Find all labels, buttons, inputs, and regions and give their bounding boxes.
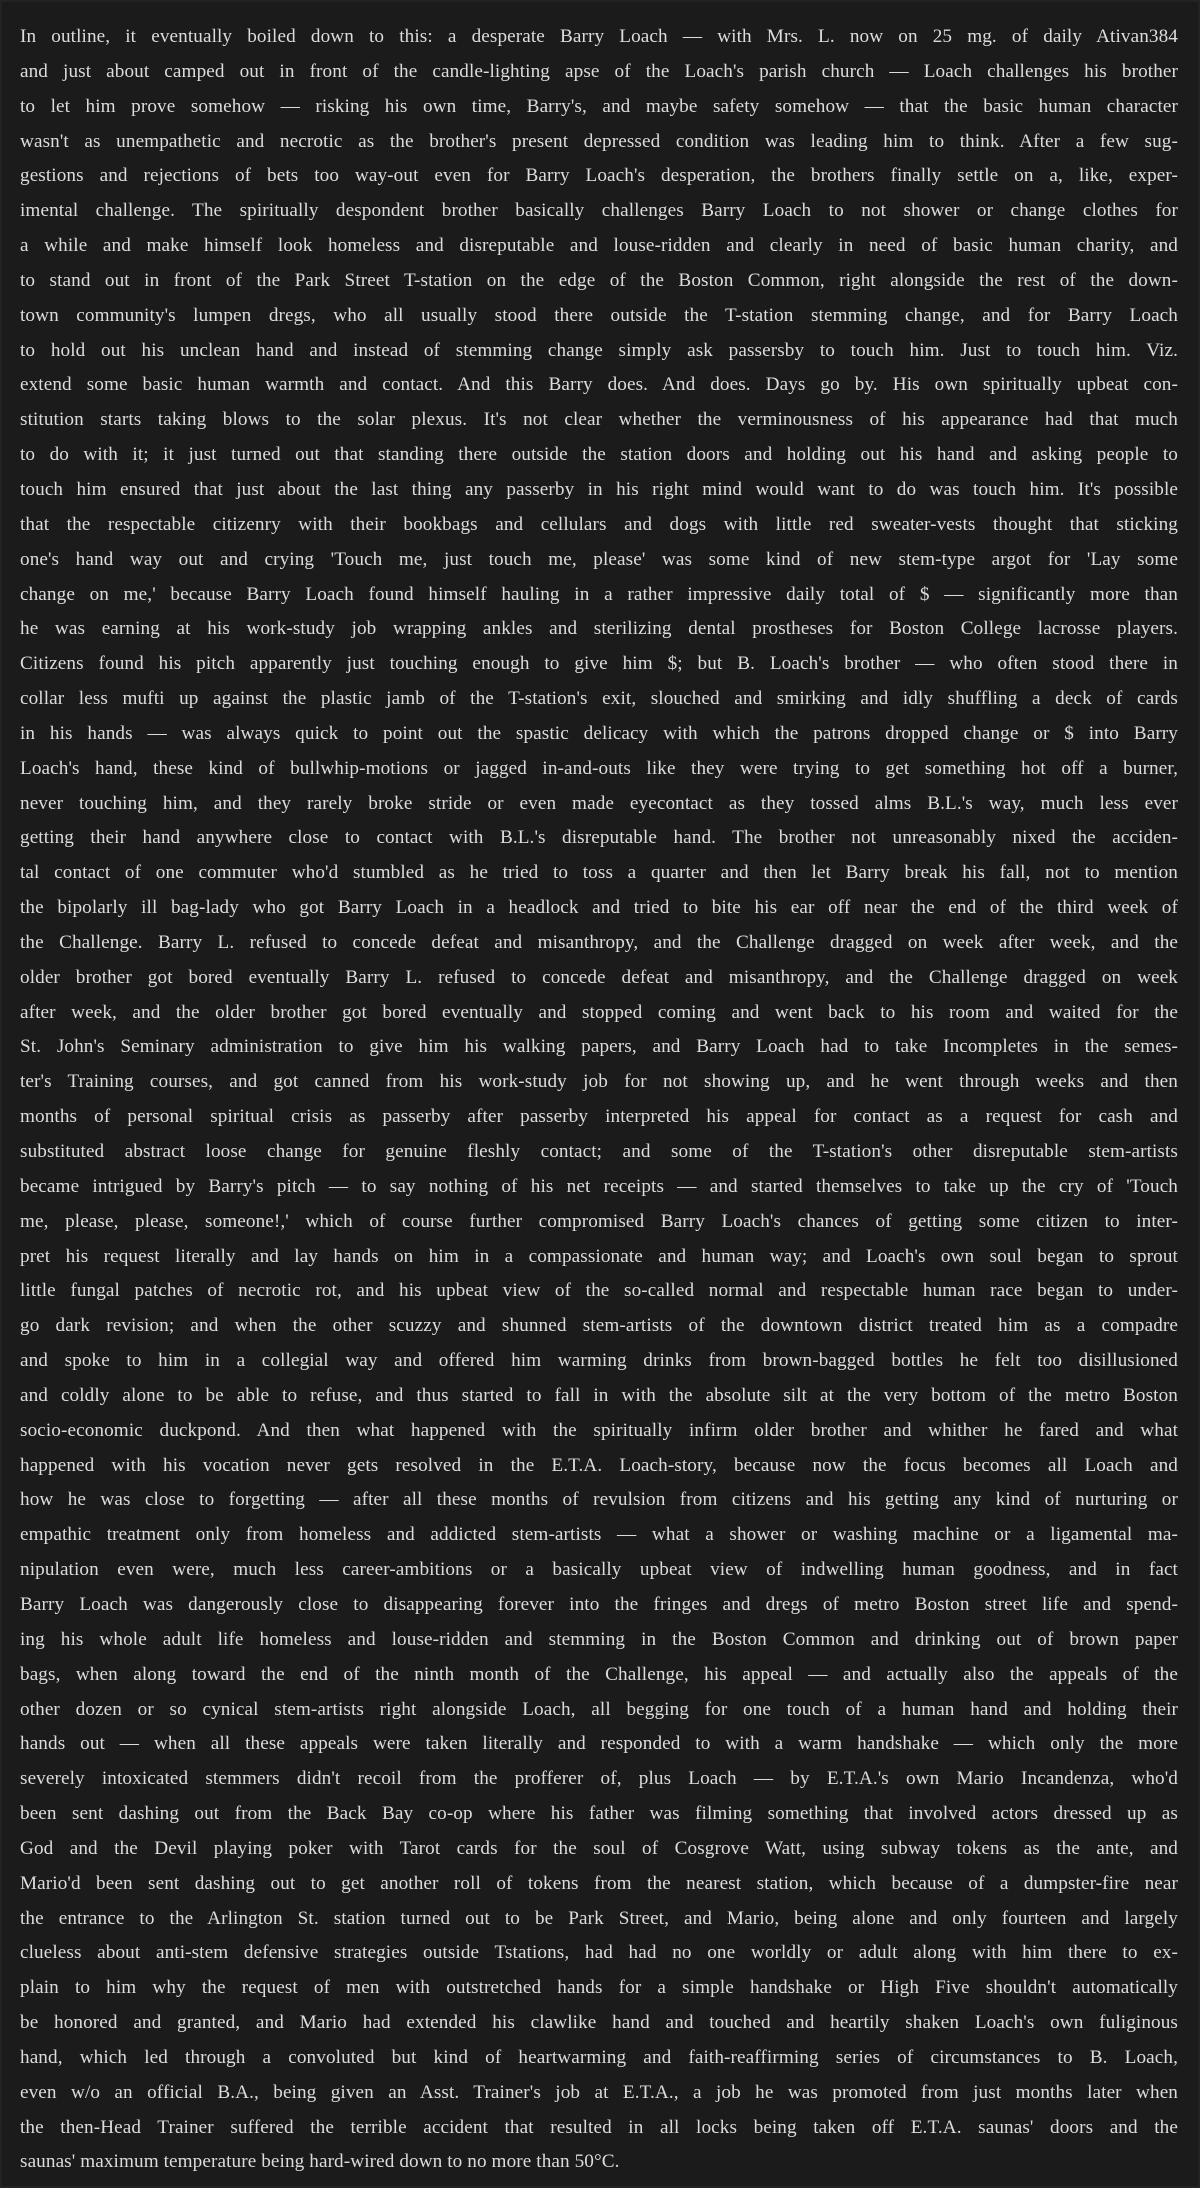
text-line: hands out — when all these appeals were taken literally and responded to with a warm handshake — which only the more (20, 1733, 1178, 1755)
text-line: he was earning at his work-study job wrapping ankles and sterilizing dental prostheses for Boston College lacrosse players. (20, 618, 1178, 640)
text-line: In outline, it eventually boiled down to this: a desperate Barry Loach — with Mrs. L. now on 25 mg. of daily Ativan384 (20, 26, 1178, 47)
text-line: happened with his vocation never gets resolved in the E.T.A. Loach-story, because now the focus becomes all Loach and (20, 1454, 1178, 1476)
text-line: and coldly alone to be able to refuse, and thus started to fall in with the absolute silt at the very bottom of the metro Boston (20, 1384, 1178, 1406)
text-line: even w/o an official B.A., being given an Asst. Trainer's job at E.T.A., a job he was promoted from just months later when (20, 2081, 1178, 2103)
text-line: town community's lumpen dregs, who all usually stood there outside the T-station stemming change, and for Barry Loach (20, 304, 1178, 326)
text-line: collar less mufti up against the plastic jamb of the T-station's exit, slouched and smirking and idly shuffling a deck of cards (20, 688, 1178, 710)
text-line: hand, which led through a convoluted but kind of heartwarming and faith-reaffirming series of circumstances to B. Loach, (20, 2046, 1178, 2068)
text-line: clueless about anti-stem defensive strategies outside Tstations, had had no one worldly or adult along with him there to ex- (20, 1942, 1178, 1964)
text-line: empathic treatment only from homeless and addicted stem-artists — what a shower or washing machine or a ligamental ma- (20, 1524, 1178, 1546)
text-line: Citizens found his pitch apparently just touching enough to give him $; but B. Loach's brother — who often stood there in (20, 653, 1178, 675)
text-line: tal contact of one commuter who'd stumbled as he tried to toss a quarter and then let Barry break his fall, not to mention (20, 862, 1178, 884)
text-line: socio-economic duckpond. And then what happened with the spiritually infirm older brother and whither he fared and what (20, 1419, 1178, 1441)
text-line: be honored and granted, and Mario had extended his clawlike hand and touched and heartily shaken Loach's own fuliginous (20, 2012, 1178, 2034)
text-line: the bipolarly ill bag-lady who got Barry Loach in a headlock and tried to bite his ear off near the end of the third week of (20, 897, 1178, 919)
text-line: imental challenge. The spiritually despondent brother basically challenges Barry Loach to not shower or change clothes for (20, 200, 1178, 222)
text-line: older brother got bored eventually Barry L. refused to concede defeat and misanthropy, and the Challenge dragged on week (20, 966, 1178, 988)
text-line: saunas' maximum temperature being hard-wired down to no more than 50°C. (20, 2151, 620, 2173)
text-line: ing his whole adult life homeless and louse-ridden and stemming in the Boston Common and drinking out of brown paper (20, 1628, 1178, 1650)
text-line: extend some basic human warmth and contact. And this Barry does. And does. Days go by. His own spiritually upbeat con- (20, 374, 1178, 396)
text-line: Barry Loach was dangerously close to disappearing forever into the fringes and dregs of metro Boston street life and spend- (20, 1593, 1178, 1615)
text-line: St. John's Seminary administration to give him his walking papers, and Barry Loach had to take Incompletes in the semes- (20, 1036, 1178, 1058)
text-line: other dozen or so cynical stem-artists right alongside Loach, all begging for one touch of a human hand and holding their (20, 1698, 1178, 1720)
text-line: the Challenge. Barry L. refused to concede defeat and misanthropy, and the Challenge dragged on week after week, and the (20, 931, 1178, 953)
text-line: a while and make himself look homeless and disreputable and louse-ridden and clearly in need of basic human charity, and (20, 235, 1178, 257)
text-line: never touching him, and they rarely broke stride or even made eyecontact as they tossed alms B.L.'s way, much less ever (20, 792, 1178, 814)
text-line: bags, when along toward the end of the ninth month of the Challenge, his appeal — and actually also the appeals of the (20, 1663, 1178, 1685)
text-line: in his hands — was always quick to point out the spastic delicacy with which the patrons dropped change or $ into Barry (20, 722, 1178, 744)
text-line: the then-Head Trainer suffered the terrible accident that resulted in all locks being taken off E.T.A. saunas' doors and the (20, 2116, 1178, 2138)
text-line: that the respectable citizenry with their bookbags and cellulars and dogs with little red sweater-vests thought that sticking (20, 513, 1178, 535)
text-line: God and the Devil playing poker with Tarot cards for the soul of Cosgrove Watt, using subway tokens as the ante, and (20, 1837, 1178, 1859)
text-line: severely intoxicated stemmers didn't recoil from the profferer of, plus Loach — by E.T.A.'s own Mario Incandenza, who'd (20, 1768, 1178, 1790)
text-line: little fungal patches of necrotic rot, and his upbeat view of the so-called normal and respectable human race began to under- (20, 1280, 1178, 1302)
text-line: gestions and rejections of bets too way-out even for Barry Loach's desperation, the brothers finally settle on a, like, exper- (20, 165, 1178, 187)
text-line: to do with it; it just turned out that standing there outside the station doors and holding out his hand and asking people to (20, 444, 1178, 466)
text-line: became intrigued by Barry's pitch — to say nothing of his net receipts — and started themselves to take up the cry of 'Touch (20, 1175, 1178, 1197)
text-line: Mario'd been sent dashing out to get another roll of tokens from the nearest station, which because of a dumpster-fire near (20, 1872, 1178, 1894)
text-line: after week, and the older brother got bored eventually and stopped coming and went back to his room and waited for the (20, 1001, 1178, 1023)
text-line: and spoke to him in a collegial way and offered him warming drinks from brown-bagged bottles he felt too disillusioned (20, 1350, 1178, 1372)
text-line: ter's Training courses, and got canned from his work-study job for not showing up, and he went through weeks and then (20, 1071, 1178, 1093)
text-line: to let him prove somehow — risking his own time, Barry's, and maybe safety somehow — that the basic human character (20, 95, 1178, 117)
text-line: been sent dashing out from the Back Bay co-op where his father was filming something that involved actors dressed up as (20, 1803, 1178, 1825)
text-line: go dark revision; and when the other scuzzy and shunned stem-artists of the downtown district treated him as a compadre (20, 1315, 1178, 1337)
text-line: stitution starts taking blows to the solar plexus. It's not clear whether the verminousness of his appearance had that much (20, 409, 1178, 431)
text-line: Loach's hand, these kind of bullwhip-motions or jagged in-and-outs like they were trying to get something hot off a burner, (20, 757, 1178, 779)
body-paragraph (20, 20, 1178, 2180)
text-line: wasn't as unempathetic and necrotic as the brother's present depressed condition was leading him to think. After a few sug- (20, 130, 1178, 152)
text-line: to stand out in front of the Park Street T-station on the edge of the Boston Common, right alongside the rest of the down- (20, 269, 1178, 291)
text-line: me, please, please, someone!,' which of course further compromised Barry Loach's chances of getting some citizen to inter- (20, 1210, 1178, 1232)
text-line: and just about camped out in front of the candle-lighting apse of the Loach's parish church — Loach challenges his brother (20, 60, 1178, 82)
text-line: how he was close to forgetting — after all these months of revulsion from citizens and his getting any kind of nurturing or (20, 1489, 1178, 1511)
text-line: months of personal spiritual crisis as passerby after passerby interpreted his appeal for contact as a request for cash and (20, 1106, 1178, 1128)
text-line: touch him ensured that just about the last thing any passerby in his right mind would want to do was touch him. It's possible (20, 478, 1178, 500)
text-line: getting their hand anywhere close to contact with B.L.'s disreputable hand. The brother not unreasonably nixed the acciden- (20, 827, 1178, 849)
text-line: nipulation even were, much less career-ambitions or a basically upbeat view of indwelling human goodness, and in fact (20, 1559, 1178, 1581)
text-line: pret his request literally and lay hands on him in a compassionate and human way; and Loach's own soul began to sprout (20, 1245, 1178, 1267)
text-line: the entrance to the Arlington St. station turned out to be Park Street, and Mario, being alone and only fourteen and largely (20, 1907, 1178, 1929)
text-line: substituted abstract loose change for genuine fleshly contact; and some of the T-station's other disreputable stem-artists (20, 1141, 1178, 1162)
text-line: plain to him why the request of men with outstretched hands for a simple handshake or High Five shouldn't automatically (20, 1977, 1178, 1999)
text-line: change on me,' because Barry Loach found himself hauling in a rather impressive daily total of $ — significantly more than (20, 583, 1178, 605)
text-line: one's hand way out and crying 'Touch me, just touch me, please' was some kind of new stem-type argot for 'Lay some (20, 548, 1178, 570)
text-line: to hold out his unclean hand and instead of stemming change simply ask passersby to touch him. Just to touch him. Viz. (20, 339, 1178, 361)
